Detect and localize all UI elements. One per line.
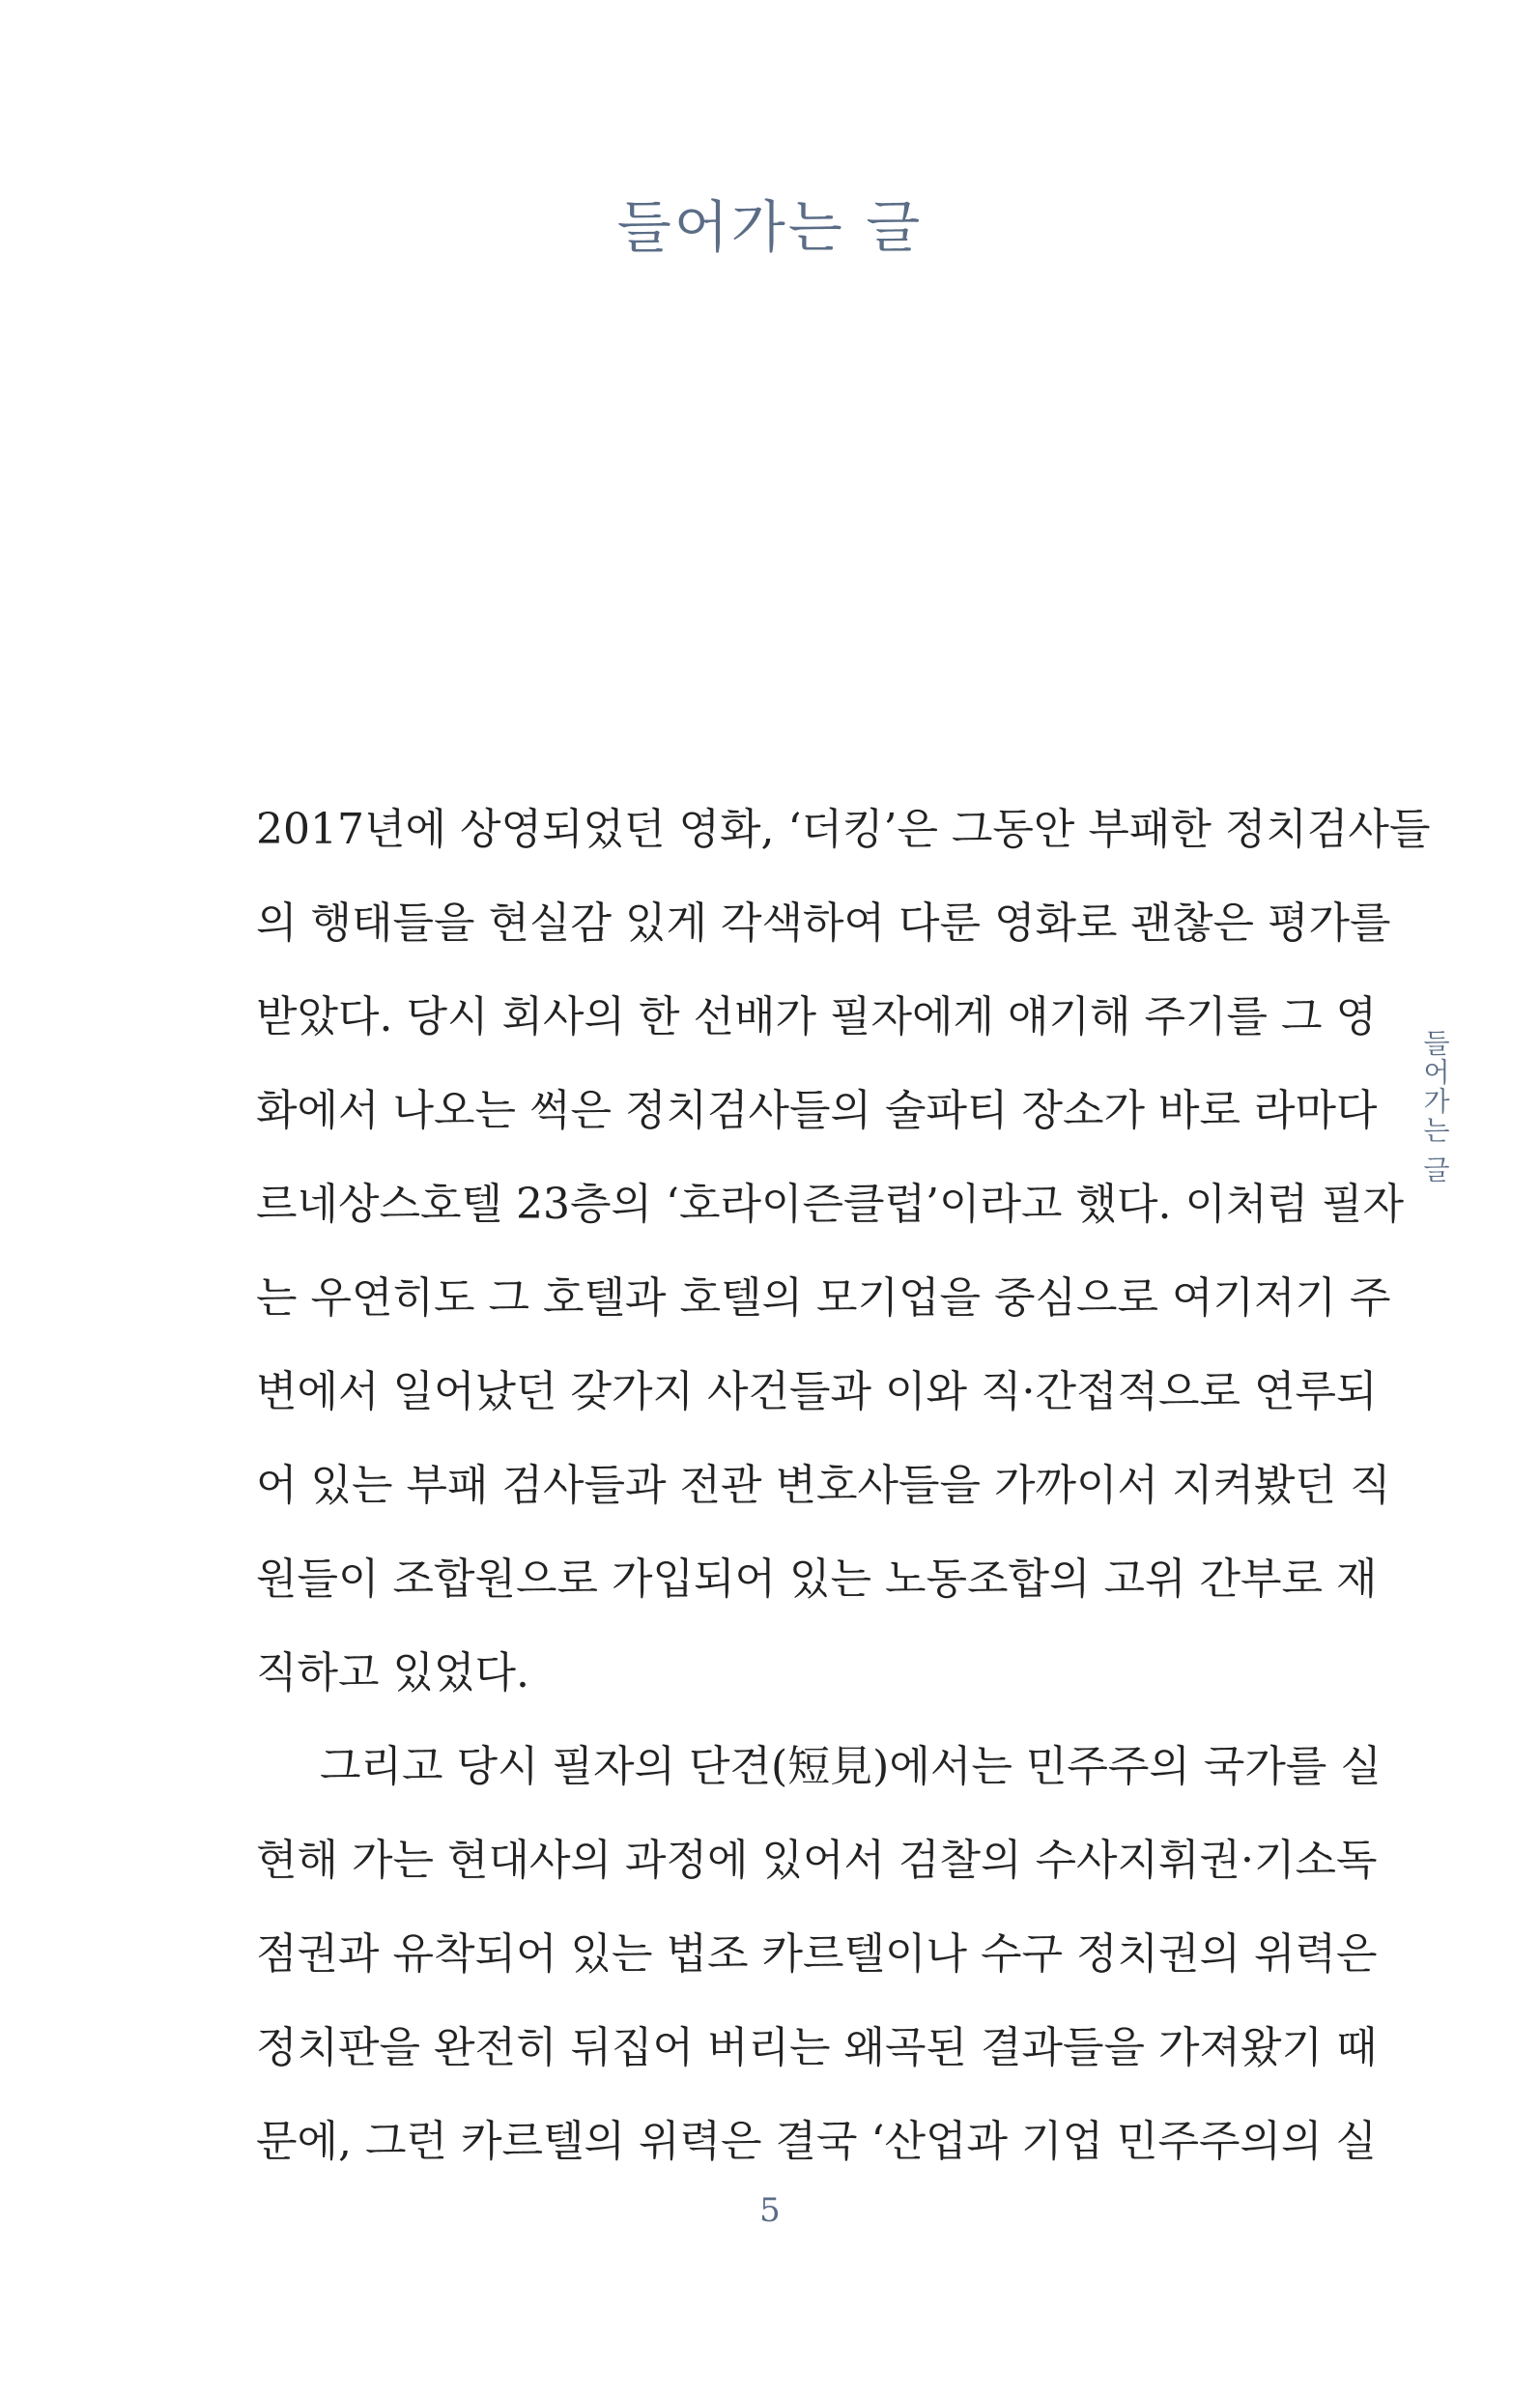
text-line: 문에, 그런 카르텔의 위력은 결국 ‘산업과 기업 민주주의의 실 [256, 2117, 1377, 2166]
text-line: 화에서 나오는 썩은 정치검사들의 술파티 장소가 바로 라마다 [256, 1086, 1378, 1135]
text-line: 르네상스호텔 23층의 ‘호라이즌클럽’이라고 했다. 이처럼 필자 [256, 1180, 1404, 1229]
text-line: 2017년에 상영되었던 영화, ‘더킹’은 그동안 부패한 정치검사들 [256, 805, 1431, 854]
body-text [256, 783, 1431, 2188]
paragraph [256, 1720, 1382, 2188]
page-title: 들어가는 글 [616, 194, 924, 260]
text-line: 직하고 있었다. [256, 1648, 529, 1697]
text-line: 의 행태들을 현실감 있게 각색하여 다룬 영화로 괜찮은 평가를 [256, 898, 1391, 948]
paragraph [256, 783, 1431, 1720]
page-number: 5 [759, 2191, 781, 2230]
text-line: 는 우연히도 그 호텔과 호텔의 모기업을 중심으로 여기저기 주 [256, 1273, 1391, 1323]
running-header: 들어가는 글 [1419, 1029, 1451, 1184]
text-line: 어 있는 부패 검사들과 전관 변호사들을 가까이서 지켜봤던 직 [256, 1461, 1391, 1510]
text-line: 변에서 일어났던 갖가지 사건들과 이와 직·간접적으로 연루되 [256, 1367, 1378, 1416]
text-line: 원들이 조합원으로 가입되어 있는 노동조합의 고위 간부로 재 [256, 1555, 1378, 1604]
text-line: 점권과 유착되어 있는 법조 카르텔이나 수구 정치권의 위력은 [256, 1929, 1378, 1979]
text-line: 현해 가는 현대사의 과정에 있어서 검찰의 수사지휘권·기소독 [256, 1836, 1378, 1885]
text-line: 받았다. 당시 회사의 한 선배가 필자에게 얘기해 주기를 그 영 [256, 992, 1377, 1041]
text-line: 정치판을 완전히 뒤집어 버리는 왜곡된 결과들을 가져왔기 때 [256, 2023, 1378, 2072]
text-line: 그리고 당시 필자의 단견(短見)에서는 민주주의 국가를 실 [320, 1742, 1382, 1791]
